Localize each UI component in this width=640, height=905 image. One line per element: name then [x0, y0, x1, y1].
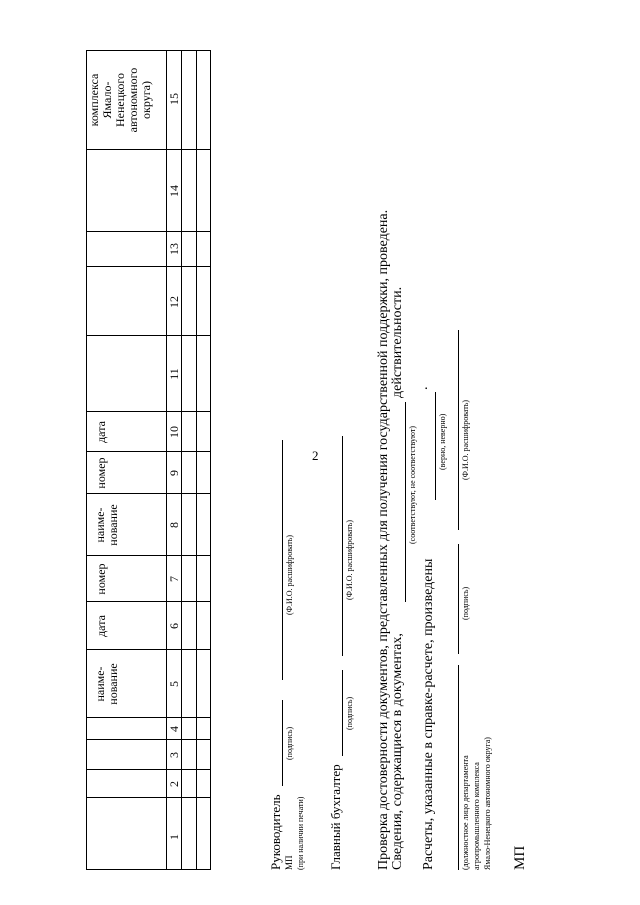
accountant-label: Главный бухгалтер	[328, 764, 343, 870]
official-signature-caption: (подпись)	[461, 586, 470, 620]
header-c8: наиме- нование	[93, 504, 120, 546]
col-number-6: 6	[167, 623, 181, 629]
col-number-15: 15	[167, 93, 181, 105]
calculations-dot: .	[416, 386, 431, 390]
col-number-3: 3	[167, 752, 181, 758]
director-signature-line	[282, 700, 283, 786]
header-c6: дата	[94, 615, 108, 637]
calculations-statement: Расчеты, указанные в справке-расчете, произведены	[421, 558, 436, 870]
mp-label: МП	[284, 855, 294, 870]
seal-note: (при наличии печати)	[296, 796, 305, 870]
col-number-7: 7	[167, 576, 181, 582]
col-number-1: 1	[167, 834, 181, 840]
official-position-line1: (должностное лицо департамента	[461, 755, 470, 870]
header-c7: номер	[94, 563, 108, 595]
col-number-5: 5	[167, 681, 181, 687]
table-left-border	[86, 869, 210, 870]
table-bottom-border	[210, 50, 211, 870]
col-sep	[86, 335, 210, 336]
col-number-13: 13	[167, 243, 181, 255]
documents-statement-end: действительности.	[390, 286, 405, 398]
director-signature-caption: (подпись)	[285, 726, 294, 760]
col-number-2: 2	[167, 781, 181, 787]
accountant-name-line	[342, 436, 343, 656]
col-number-9: 9	[167, 470, 181, 476]
documents-answer-line	[405, 402, 406, 602]
col-sep	[86, 231, 210, 232]
official-name-line	[458, 330, 459, 530]
col-number-14: 14	[167, 185, 181, 197]
official-name-caption: (Ф.И.О. расшифровать)	[461, 399, 470, 480]
accountant-name-caption: (Ф.И.О. расшифровать)	[345, 519, 354, 600]
verification-statement: Проверка достоверности документов, представленных для получения государственной поддержки, проведена.	[376, 209, 391, 870]
col-sep	[86, 739, 210, 740]
data-table	[86, 50, 210, 870]
col-number-12: 12	[167, 296, 181, 308]
director-name-caption: (Ф.И.О. расшифровать)	[285, 534, 294, 615]
header-c5: наиме- нование	[93, 663, 120, 705]
calculations-answer-line	[435, 392, 436, 500]
col-number-4: 4	[167, 726, 181, 732]
header-c10: дата	[94, 421, 108, 443]
col-sep	[86, 769, 210, 770]
official-position-line2: агропромышленного комплекса	[472, 762, 481, 870]
documents-answer-caption: (соответствуют, не соответствуют)	[408, 425, 417, 544]
calculations-answer-caption: (верно, неверно)	[438, 413, 447, 470]
documents-statement: Сведения, содержащиеся в документах,	[390, 633, 405, 870]
director-label: Руководитель	[268, 794, 283, 870]
col-number-8: 8	[167, 522, 181, 528]
accountant-signature-caption: (подпись)	[345, 696, 354, 730]
header-c15: комплекса Ямало- Ненецкого автономного округа)	[87, 67, 153, 133]
col-number-10: 10	[167, 426, 181, 438]
accountant-signature-line	[342, 670, 343, 756]
col-sep	[86, 266, 210, 267]
table-top-border	[86, 50, 87, 870]
official-mp: МП	[512, 845, 528, 870]
col-number-11: 11	[167, 368, 181, 380]
col-sep	[86, 797, 210, 798]
official-position-line	[458, 665, 459, 870]
table-row-border	[196, 50, 197, 870]
header-c9: номер	[94, 457, 108, 489]
official-position-line3: Ямало-Ненецкого автономного округа)	[483, 737, 492, 870]
official-signature-line	[458, 544, 459, 654]
rotated-page-content	[86, 50, 616, 870]
page-number: 2	[312, 448, 319, 463]
director-name-line	[282, 440, 283, 680]
